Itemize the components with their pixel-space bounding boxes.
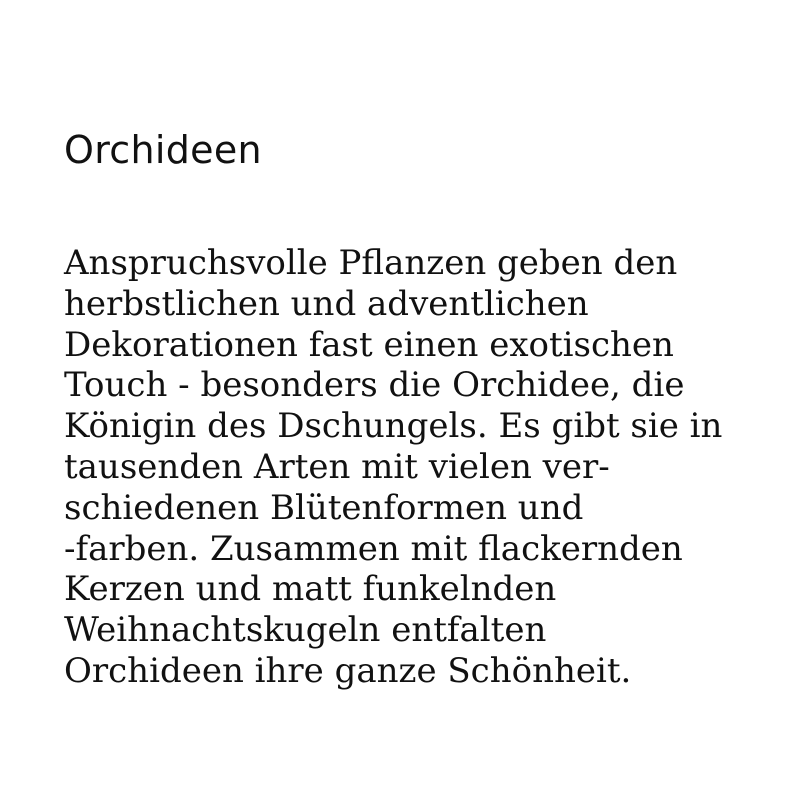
paragraph-line: Königin des Dschungels. Es gibt sie in [64, 406, 723, 447]
page-title: Orchideen [64, 128, 262, 172]
paragraph-line: Orchideen ihre ganze Schönheit. [64, 650, 632, 691]
paragraph-line: schiedenen Blütenformen und [64, 487, 584, 528]
paragraph-line: Weihnachtskugeln entfalten [64, 610, 547, 651]
paragraph-line: herbstlichen und adventlichen [64, 283, 589, 324]
body-paragraph [64, 243, 784, 692]
paragraph-line: Touch - besonders die Orchidee, die [64, 365, 685, 406]
paragraph-line: Anspruchsvolle Pflanzen geben den [64, 243, 678, 283]
paragraph-line: -farben. Zusammen mit flackernden [64, 528, 683, 569]
paragraph-line: Dekorationen fast einen exotischen [64, 324, 674, 365]
paragraph-line: Kerzen und matt funkelnden [64, 569, 557, 610]
paragraph-line: tausenden Arten mit vielen ver- [64, 446, 610, 487]
